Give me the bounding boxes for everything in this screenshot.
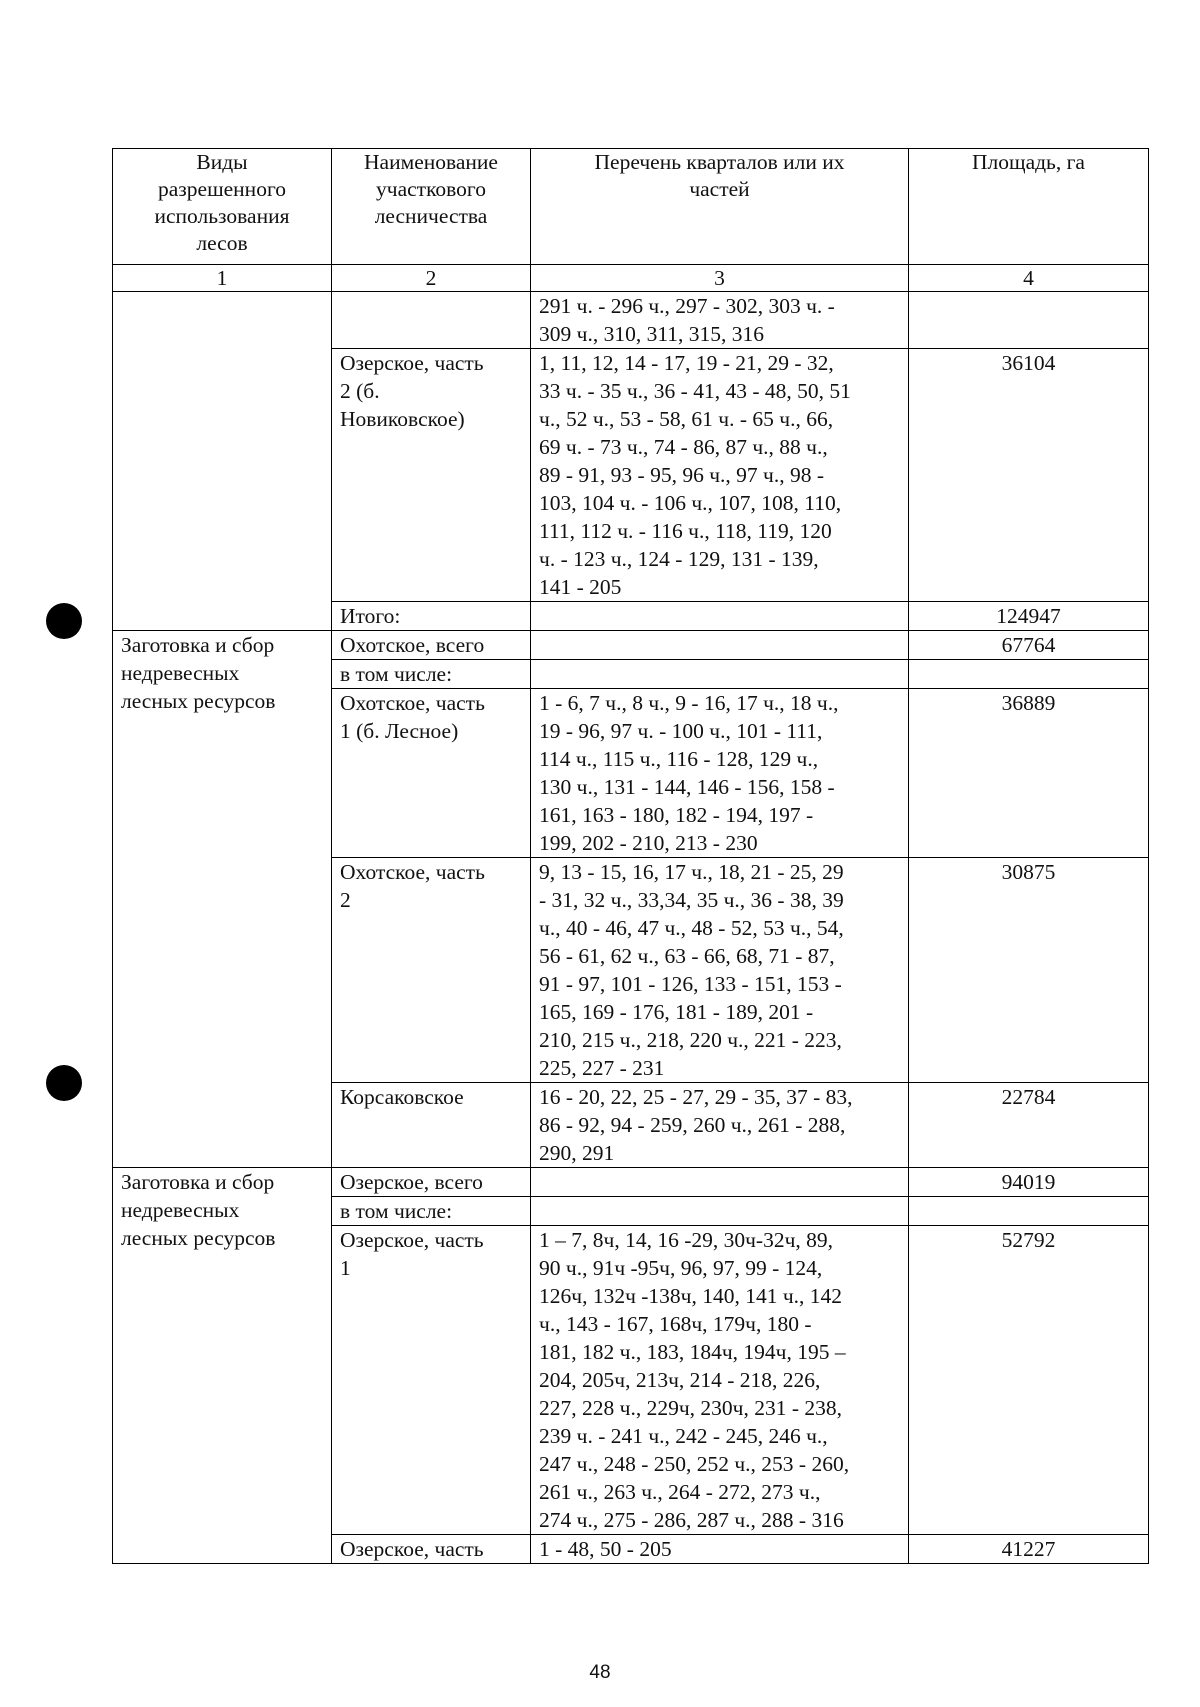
use-type-cell-continued bbox=[113, 292, 332, 631]
area-cell: 22784 bbox=[909, 1083, 1149, 1168]
table-row bbox=[113, 1168, 1149, 1197]
forestry-cell: Озерское, часть 1 bbox=[332, 1226, 531, 1535]
forestry-cell: Озерское, всего bbox=[332, 1168, 531, 1197]
area-cell: 94019 bbox=[909, 1168, 1149, 1197]
forestry-cell: Озерское, часть 2 (б. Новиковское) bbox=[332, 349, 531, 602]
quarters-cell: 291 ч. - 296 ч., 297 - 302, 303 ч. - 309 ч., 310, 311, 315, 316 bbox=[531, 292, 909, 349]
forest-use-table bbox=[112, 148, 1149, 1564]
header-cell-area: Площадь, га bbox=[909, 149, 1149, 265]
quarters-cell bbox=[531, 1197, 909, 1226]
area-cell: 36104 bbox=[909, 349, 1149, 602]
forestry-cell: в том числе: bbox=[332, 1197, 531, 1226]
quarters-cell: 16 - 20, 22, 25 - 27, 29 - 35, 37 - 83, 86 - 92, 94 - 259, 260 ч., 261 - 288, 290, 291 bbox=[531, 1083, 909, 1168]
forestry-cell: Охотское, часть 1 (б. Лесное) bbox=[332, 689, 531, 858]
area-cell bbox=[909, 660, 1149, 689]
punch-hole-bottom bbox=[46, 1065, 82, 1101]
punch-hole-top bbox=[46, 603, 82, 639]
area-cell: 41227 bbox=[909, 1535, 1149, 1564]
use-type-cell: Заготовка и сбор недревесных лесных ресурсов bbox=[113, 631, 332, 1168]
quarters-cell: 1 - 48, 50 - 205 bbox=[531, 1535, 909, 1564]
area-cell bbox=[909, 292, 1149, 349]
column-number-4: 4 bbox=[909, 265, 1149, 292]
header-row bbox=[113, 149, 1149, 265]
table-row bbox=[113, 631, 1149, 660]
forestry-cell: Итого: bbox=[332, 602, 531, 631]
quarters-cell: 9, 13 - 15, 16, 17 ч., 18, 21 - 25, 29 - 31, 32 ч., 33,34, 35 ч., 36 - 38, 39 ч., 40 - 46, 47 ч., 48 - 52, 53 ч., 54, 56 - 61, 62 ч., 63 - 66, 68, 71 - 87, 91 - 97, 101 - 126, 133 - 151, 153 - 165, 169 - 176, 181 - 189, 201 - 210, 215 ч., 218, 220 ч., 221 - 223, 225, 227 - 231 bbox=[531, 858, 909, 1083]
quarters-cell: 1 – 7, 8ч, 14, 16 -29, 30ч-32ч, 89, 90 ч., 91ч -95ч, 96, 97, 99 - 124, 126ч, 132ч -138ч, 140, 141 ч., 142 ч., 143 - 167, 168ч, 179ч, 180 - 181, 182 ч., 183, 184ч, 194ч, 195 – 204, 205ч, 213ч, 214 - 218, 226, 227, 228 ч., 229ч, 230ч, 231 - 238, 239 ч. - 241 ч., 242 - 245, 246 ч., 247 ч., 248 - 250, 252 ч., 253 - 260, 261 ч., 263 ч., 264 - 272, 273 ч., 274 ч., 275 - 286, 287 ч., 288 - 316 bbox=[531, 1226, 909, 1535]
header-cell-use-type: Виды разрешенного использования лесов bbox=[113, 149, 332, 265]
quarters-cell bbox=[531, 631, 909, 660]
table-row bbox=[113, 292, 1149, 349]
quarters-cell: 1, 11, 12, 14 - 17, 19 - 21, 29 - 32, 33 ч. - 35 ч., 36 - 41, 43 - 48, 50, 51 ч., 52 ч., 53 - 58, 61 ч. - 65 ч., 66, 69 ч. - 73 ч., 74 - 86, 87 ч., 88 ч., 89 - 91, 93 - 95, 96 ч., 97 ч., 98 - 103, 104 ч. - 106 ч., 107, 108, 110, 111, 112 ч. - 116 ч., 118, 119, 120 ч. - 123 ч., 124 - 129, 131 - 139, 141 - 205 bbox=[531, 349, 909, 602]
forestry-cell bbox=[332, 292, 531, 349]
area-cell: 52792 bbox=[909, 1226, 1149, 1535]
quarters-cell bbox=[531, 1168, 909, 1197]
page-number: 48 bbox=[589, 1662, 611, 1683]
area-cell: 36889 bbox=[909, 689, 1149, 858]
column-number-3: 3 bbox=[531, 265, 909, 292]
area-cell: 124947 bbox=[909, 602, 1149, 631]
column-number-2: 2 bbox=[332, 265, 531, 292]
forestry-cell: Корсаковское bbox=[332, 1083, 531, 1168]
forestry-cell: Охотское, всего bbox=[332, 631, 531, 660]
column-number-1: 1 bbox=[113, 265, 332, 292]
column-number-row bbox=[113, 265, 1149, 292]
area-cell bbox=[909, 1197, 1149, 1226]
forestry-cell: Озерское, часть bbox=[332, 1535, 531, 1564]
quarters-cell: 1 - 6, 7 ч., 8 ч., 9 - 16, 17 ч., 18 ч., 19 - 96, 97 ч. - 100 ч., 101 - 111, 114 ч., 115 ч., 116 - 128, 129 ч., 130 ч., 131 - 144, 146 - 156, 158 - 161, 163 - 180, 182 - 194, 197 - 199, 202 - 210, 213 - 230 bbox=[531, 689, 909, 858]
header-cell-forestry-name: Наименование участкового лесничества bbox=[332, 149, 531, 265]
header-cell-quarters-list: Перечень кварталов или их частей bbox=[531, 149, 909, 265]
use-type-cell: Заготовка и сбор недревесных лесных ресурсов bbox=[113, 1168, 332, 1564]
forestry-cell: Охотское, часть 2 bbox=[332, 858, 531, 1083]
area-cell: 30875 bbox=[909, 858, 1149, 1083]
area-cell: 67764 bbox=[909, 631, 1149, 660]
quarters-cell bbox=[531, 660, 909, 689]
forestry-cell: в том числе: bbox=[332, 660, 531, 689]
quarters-cell bbox=[531, 602, 909, 631]
